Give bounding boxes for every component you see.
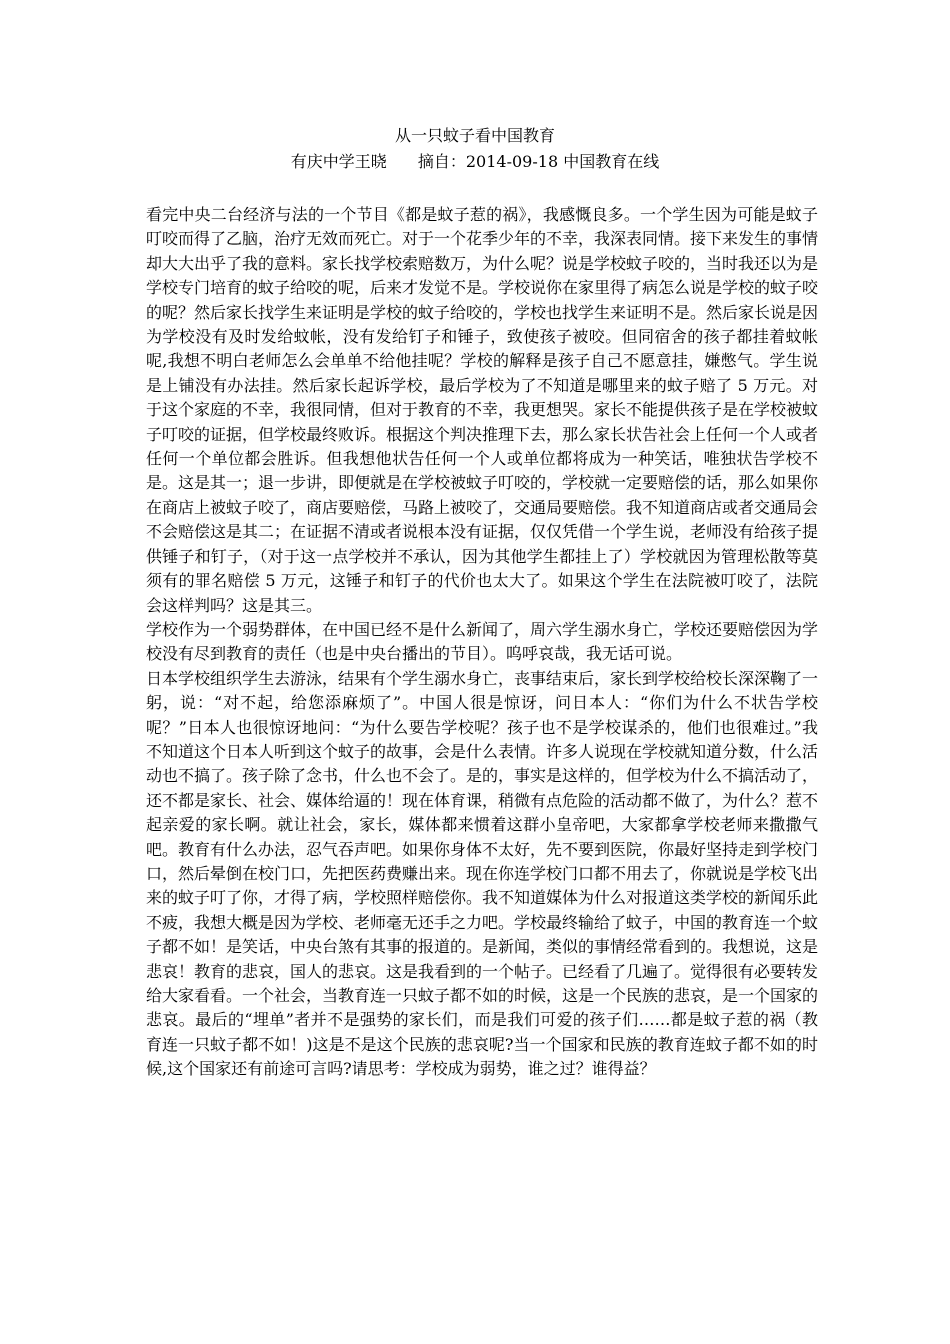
document-author: 有庆中学王晓 xyxy=(290,152,387,171)
document-source: 摘自：2014-09-18 中国教育在线 xyxy=(417,152,660,171)
document-title: 从一只蚊子看中国教育 xyxy=(394,126,555,145)
document-byline xyxy=(0,149,950,175)
paragraph-1: 看完中央二台经济与法的一个节目《都是蚊子惹的祸》，我感慨良多。一个学生因为可能是蚊子叮咬而得了乙脑，治疗无效而死亡。对于一个花季少年的不幸，我深表同情。接下来发生的事情却大大出乎了我的意料。家长找学校索赔数万，为什么呢？说是学校蚊子咬的，当时我还以为是学校专门培育的蚊子给咬的呢，后来才发觉不是。学校说你在家里得了病怎么说是学校的蚊子咬的呢？然后家长找学生来证明是学校的蚊子给咬的，学校也找学生来证明不是。然后家长说是因为学校没有及时发给蚊帐，没有发给钉子和锤子，致使孩子被咬。但同宿舍的孩子都挂着蚊帐呢,我想不明白老师怎么会单单不给他挂呢？学校的解释是孩子自己不愿意挂，嫌憋气。学生说是上铺没有办法挂。然后家长起诉学校，最后学校为了不知道是哪里来的蚊子赔了 5 万元。对于这个家庭的不幸，我很同情，但对于教育的不幸，我更想哭。家长不能提供孩子是在学校被蚊子叮咬的证据，但学校最终败诉。根据这个判决推理下去，那么家长状告社会上任何一个人或者任何一个单位都会胜诉。但我想他状告任何一个人或单位都将成为一种笑话，唯独状告学校不是。这是其一；退一步讲，即便就是在学校被蚊子叮咬的，学校就一定要赔偿的话，那么如果你在商店上被蚊子咬了，商店要赔偿，马路上被咬了，交通局要赔偿。我不知道商店或者交通局会不会赔偿这是其二；在证据不清或者说根本没有证据，仅仅凭借一个学生说，老师没有给孩子提供锤子和钉子，（对于这一点学校并不承认，因为其他学生都挂上了）学校就因为管理松散等莫须有的罪名赔偿 5 万元，这锤子和钉子的代价也太大了。如果这个学生在法院被叮咬了，法院会这样判吗？这是其三。 xyxy=(146,205,819,615)
paragraph-3: 日本学校组织学生去游泳，结果有个学生溺水身亡，丧事结束后，家长到学校给校长深深鞠了一躬，说：“对不起，给您添麻烦了”。中国人很是惊讶，问日本人：“你们为什么不状告学校呢？”日本人也很惊讶地问：“为什么要告学校呢？孩子也不是学校谋杀的，他们也很难过。”我不知道这个日本人听到这个蚊子的故事，会是什么表情。许多人说现在学校就知道分数，什么活动也不搞了。孩子除了念书，什么也不会了。是的，事实是这样的，但学校为什么不搞活动了，还不都是家长、社会、媒体给逼的！现在体育课，稍微有点危险的活动都不做了，为什么？惹不起亲爱的家长啊。就让社会，家长，媒体都来惯着这群小皇帝吧，大家都拿学校老师来撒撒气吧。教育有什么办法，忍气吞声吧。如果你身体不太好，先不要到医院，你最好坚持走到学校门口，然后晕倒在校门口，先把医药费赚出来。现在你连学校门口都不用去了，你就说是学校飞出来的蚊子叮了你，才得了病，学校照样赔偿你。我不知道媒体为什么对报道这类学校的新闻乐此不疲，我想大概是因为学校、老师毫无还手之力吧。学校最终输给了蚊子，中国的教育连一个蚊子都不如！是笑话，中央台煞有其事的报道的。是新闻，类似的事情经常看到的。我想说，这是悲哀！教育的悲哀，国人的悲哀。这是我看到的一个帖子。已经看了几遍了。觉得很有必要转发给大家看看。一个社会，当教育连一只蚊子都不如的时候，这是一个民族的悲哀，是一个国家的悲哀。最后的“埋单”者并不是强势的家长们，而是我们可爱的孩子们……都是蚊子惹的祸（教育连一只蚊子都不如！)这是不是这个民族的悲哀呢?当一个国家和民族的教育连蚊子都不如的时候,这个国家还有前途可言吗?请思考：学校成为弱势，谁之过？谁得益？ xyxy=(146,668,819,1079)
document-body xyxy=(146,203,818,1082)
paragraph-2: 学校作为一个弱势群体，在中国已经不是什么新闻了，周六学生溺水身亡，学校还要赔偿因为学校没有尽到教育的责任（也是中央台播出的节目）。呜呼哀哉，我无话可说。 xyxy=(146,619,819,664)
document-header xyxy=(0,123,950,175)
